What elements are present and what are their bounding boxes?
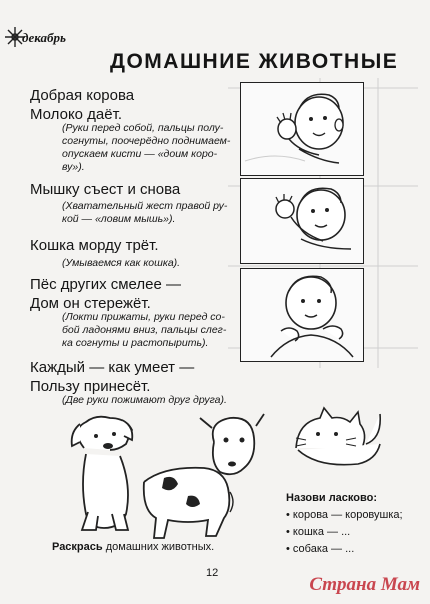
gesture-illustration-catching-mouse bbox=[240, 178, 364, 264]
stanza-5-note: (Две руки пожимают друг друга). bbox=[62, 394, 227, 406]
stanza-1-text: Добрая корова Молоко даёт. bbox=[30, 87, 135, 123]
month-label: декабрь bbox=[22, 30, 66, 45]
stanza-1-note: (Руки перед собой, пальцы полу- согнуты, поочерёдно поднимаем- опускаем кисти — «доим коро- ву»). bbox=[62, 122, 231, 173]
stanza-2-text: Мышку съест и снова bbox=[30, 181, 181, 198]
task-title: Назови ласково: bbox=[286, 492, 377, 504]
list-item: • кошка — ... bbox=[286, 526, 351, 538]
stanza-4-note: (Локти прижаты, руки перед со- бой ладонями вниз, пальцы слег- ка согнуты и растопырить). bbox=[62, 311, 227, 349]
stanza-3-text: Кошка морду трёт. bbox=[30, 237, 159, 254]
task-list bbox=[286, 507, 403, 558]
list-item: • собака — ... bbox=[286, 543, 355, 555]
stanza-3-note: (Умываемся как кошка). bbox=[62, 257, 181, 269]
cow-coloring-illustration bbox=[134, 412, 266, 542]
stanza-4-text: Пёс других смелее — Дом он стережёт. bbox=[30, 276, 181, 312]
gesture-illustration-dog-paws bbox=[240, 268, 364, 362]
dog-coloring-illustration bbox=[62, 408, 144, 538]
page-number: 12 bbox=[206, 567, 219, 579]
stanza-2-note: (Хватательный жест правой ру- кой — «ловим мышь»). bbox=[62, 200, 228, 225]
stanza-5-text: Каждый — как умеет — Пользу принесёт. bbox=[30, 359, 195, 395]
gesture-illustration-milking bbox=[240, 82, 364, 176]
list-item: • корова — коровушка; bbox=[286, 509, 403, 521]
cat-coloring-illustration bbox=[286, 404, 390, 476]
coloring-caption: Раскрась домашних животных. bbox=[52, 541, 215, 553]
site-watermark: Страна Мам bbox=[309, 574, 420, 595]
page-title: ДОМАШНИЕ ЖИВОТНЫЕ bbox=[110, 50, 399, 73]
